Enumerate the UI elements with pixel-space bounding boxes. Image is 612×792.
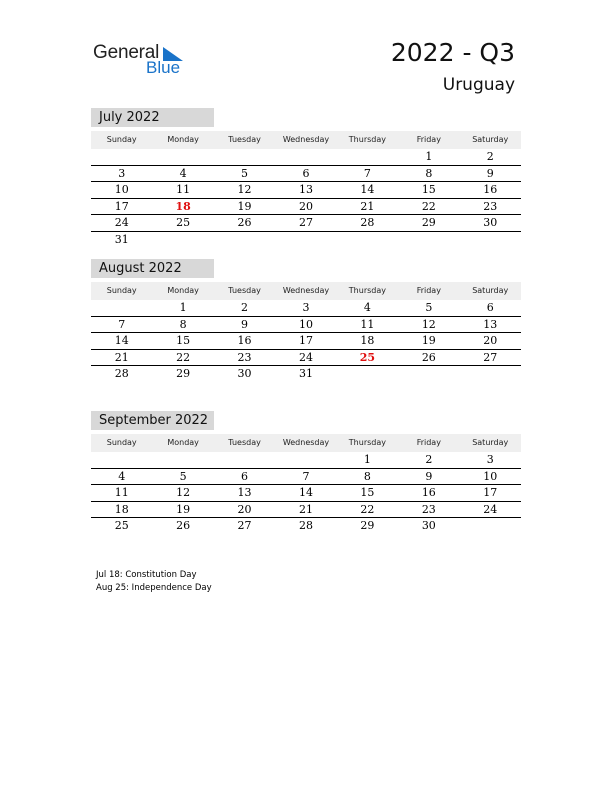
day-cell: 30	[237, 367, 252, 380]
day-cell: 21	[298, 502, 313, 516]
day-cell: 14	[298, 486, 313, 499]
weekday-header: Thursday	[348, 135, 386, 144]
day-cell: 13	[298, 183, 313, 196]
day-cell: 24	[483, 502, 498, 516]
week-row	[91, 452, 521, 469]
day-cell: 22	[176, 350, 191, 364]
day-cell: 18	[360, 334, 375, 347]
weekday-header: Thursday	[348, 286, 386, 295]
day-cell: 24	[114, 216, 129, 229]
week-row	[91, 502, 521, 519]
day-cell	[91, 300, 152, 316]
weekday-header: Monday	[167, 438, 199, 447]
weekday-header: Monday	[167, 286, 199, 295]
day-cell	[91, 452, 152, 468]
page-title: 2022 - Q3	[390, 38, 515, 67]
holiday-notes	[96, 569, 212, 595]
day-cell: 22	[360, 502, 375, 516]
holiday-day-cell: 18	[175, 199, 191, 213]
day-cell: 27	[483, 350, 498, 364]
day-cell: 4	[363, 301, 371, 314]
holiday-note: Jul 18: Constitution Day	[96, 570, 197, 580]
day-cell: 15	[421, 183, 436, 196]
weekday-header: Wednesday	[282, 135, 330, 144]
day-cell: 2	[486, 150, 494, 163]
day-cell: 19	[421, 334, 436, 347]
day-cell: 29	[421, 216, 436, 229]
logo-general-text: General	[93, 42, 160, 63]
day-cell: 2	[241, 301, 249, 314]
holiday-day-cell: 25	[359, 350, 376, 364]
day-cell: 7	[302, 469, 310, 483]
weekday-header: Wednesday	[282, 438, 330, 447]
day-cell: 30	[421, 519, 436, 532]
weekday-header: Monday	[167, 135, 199, 144]
day-cell: 25	[114, 519, 129, 532]
day-cell	[460, 232, 521, 249]
day-cell	[214, 452, 275, 468]
weekday-header: Saturday	[472, 286, 509, 295]
day-cell: 28	[114, 367, 129, 380]
weekday-header: Wednesday	[282, 286, 330, 295]
day-cell: 27	[237, 519, 252, 532]
day-cell: 16	[237, 334, 252, 347]
day-cell: 3	[118, 166, 126, 180]
day-cell: 20	[298, 199, 313, 213]
day-cell: 18	[114, 502, 129, 516]
day-cell: 31	[298, 367, 313, 380]
day-cell: 6	[241, 469, 249, 483]
day-cell: 29	[176, 367, 191, 380]
day-cell: 14	[114, 334, 129, 347]
day-cell: 20	[237, 502, 252, 516]
day-cell: 17	[298, 334, 313, 347]
day-cell: 27	[298, 216, 313, 229]
week-row	[91, 518, 521, 535]
day-cell	[152, 149, 213, 165]
weekday-header-row	[91, 131, 521, 149]
day-cell	[91, 149, 152, 165]
week-row	[91, 300, 521, 317]
month-august	[91, 259, 521, 383]
day-cell: 6	[302, 166, 310, 180]
day-cell: 23	[483, 199, 498, 213]
week-row	[91, 333, 521, 350]
month-september	[91, 411, 521, 535]
day-cell: 19	[237, 199, 252, 213]
day-cell: 8	[425, 166, 433, 180]
day-cell: 15	[176, 334, 191, 347]
weekday-header-row	[91, 434, 521, 452]
day-cell: 7	[118, 317, 126, 331]
weekday-header: Friday	[416, 286, 441, 295]
day-cell: 1	[363, 453, 371, 466]
day-cell: 12	[237, 183, 252, 196]
day-cell: 17	[483, 486, 498, 499]
week-row	[91, 166, 521, 183]
day-cell: 8	[179, 317, 187, 331]
week-row	[91, 149, 521, 166]
day-cell: 12	[176, 486, 191, 499]
day-cell: 1	[425, 150, 433, 163]
day-cell	[460, 518, 521, 535]
day-cell: 6	[486, 301, 494, 314]
logo-blue-text: Blue	[146, 58, 181, 77]
weekday-header: Tuesday	[228, 286, 261, 295]
day-cell: 26	[237, 216, 252, 229]
day-cell: 23	[421, 502, 436, 516]
week-row	[91, 317, 521, 334]
day-cell: 23	[237, 350, 252, 364]
weekday-header: Thursday	[348, 438, 386, 447]
day-cell: 26	[421, 350, 436, 364]
day-cell: 9	[486, 166, 494, 180]
day-cell	[214, 232, 275, 249]
day-cell	[275, 452, 336, 468]
day-cell: 4	[118, 469, 126, 483]
week-row	[91, 485, 521, 502]
day-cell: 11	[176, 183, 191, 196]
month-label: July 2022	[91, 108, 214, 127]
day-cell: 16	[483, 183, 498, 196]
weekday-header: Saturday	[472, 135, 509, 144]
weekday-header: Friday	[416, 438, 441, 447]
day-cell: 30	[483, 216, 498, 229]
day-cell: 10	[483, 469, 498, 483]
weekday-header: Sunday	[106, 286, 137, 295]
day-cell: 21	[360, 199, 375, 213]
holiday-note: Aug 25: Independence Day	[96, 583, 212, 593]
day-cell	[337, 232, 398, 249]
week-row	[91, 215, 521, 232]
weekday-header: Tuesday	[228, 135, 261, 144]
weekday-header: Saturday	[472, 438, 509, 447]
day-cell	[214, 149, 275, 165]
day-cell: 10	[298, 317, 313, 331]
day-cell: 25	[176, 216, 191, 229]
day-cell	[337, 149, 398, 165]
day-cell: 3	[486, 453, 494, 466]
day-cell: 20	[483, 334, 498, 347]
day-cell: 2	[425, 453, 433, 466]
day-cell	[275, 149, 336, 165]
brand-logo	[93, 40, 193, 80]
day-cell: 5	[241, 166, 249, 180]
weekday-header-row	[91, 282, 521, 300]
day-cell	[337, 366, 398, 383]
day-cell: 12	[421, 317, 436, 331]
day-cell	[398, 232, 459, 249]
day-cell: 19	[176, 502, 191, 516]
day-cell	[398, 366, 459, 383]
day-cell: 8	[363, 469, 371, 483]
month-label: September 2022	[91, 411, 214, 430]
day-cell: 31	[114, 232, 129, 246]
day-cell: 26	[176, 519, 191, 532]
country-name: Uruguay	[442, 75, 515, 95]
day-cell: 15	[360, 486, 375, 499]
week-row	[91, 469, 521, 486]
weekday-header: Sunday	[106, 438, 137, 447]
day-cell	[152, 452, 213, 468]
day-cell: 29	[360, 519, 375, 532]
day-cell: 28	[360, 216, 375, 229]
day-cell: 24	[298, 350, 313, 364]
day-cell: 11	[114, 486, 129, 499]
week-row	[91, 182, 521, 199]
week-row	[91, 232, 521, 249]
day-cell: 28	[298, 519, 313, 532]
day-cell: 13	[483, 317, 498, 331]
day-cell: 1	[179, 301, 187, 314]
month-label: August 2022	[91, 259, 214, 278]
day-cell: 16	[421, 486, 436, 499]
day-cell: 22	[421, 199, 436, 213]
week-row	[91, 366, 521, 383]
day-cell: 4	[179, 166, 187, 180]
day-cell: 17	[114, 199, 129, 213]
day-cell: 7	[363, 166, 371, 180]
day-cell: 5	[425, 301, 433, 314]
weekday-header: Tuesday	[228, 438, 261, 447]
day-cell: 21	[114, 350, 129, 364]
day-cell	[152, 232, 213, 249]
day-cell: 3	[302, 301, 310, 314]
day-cell: 10	[114, 183, 129, 196]
day-cell: 9	[241, 317, 249, 331]
week-row	[91, 199, 521, 216]
weekday-header: Sunday	[106, 135, 137, 144]
day-cell: 13	[237, 486, 252, 499]
day-cell	[275, 232, 336, 249]
day-cell: 14	[360, 183, 375, 196]
month-july	[91, 108, 521, 248]
weekday-header: Friday	[416, 135, 441, 144]
day-cell	[460, 366, 521, 383]
day-cell: 11	[360, 317, 375, 331]
day-cell: 9	[425, 469, 433, 483]
day-cell: 5	[179, 469, 187, 483]
week-row	[91, 350, 521, 367]
